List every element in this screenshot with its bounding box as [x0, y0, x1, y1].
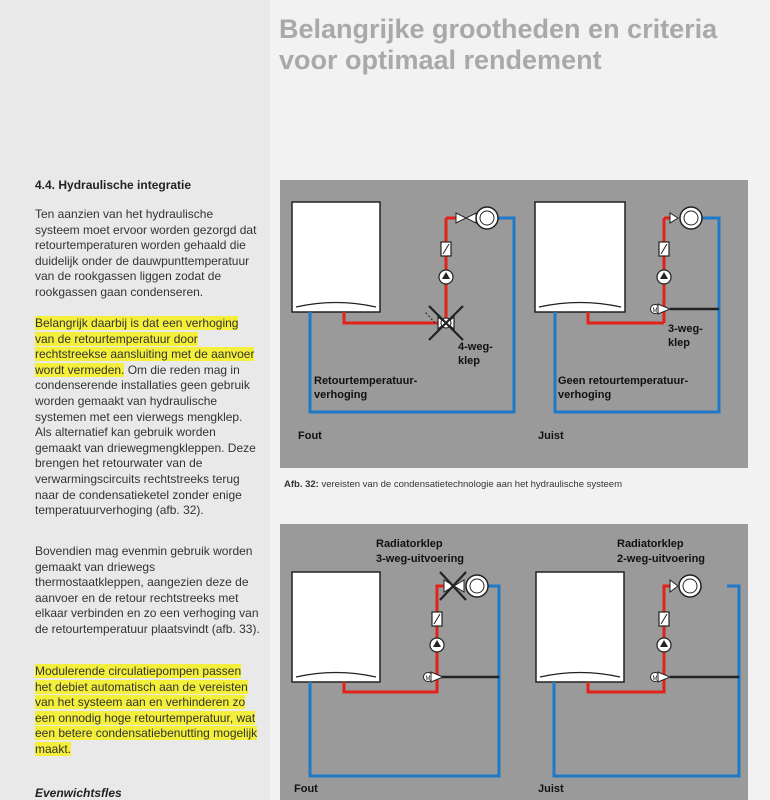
radiator-icon-right-33 — [679, 575, 701, 597]
supply-pipe-left — [344, 312, 446, 323]
left-title-33 — [376, 538, 464, 565]
svg-text:M: M — [652, 308, 658, 314]
left-system-label-line2: verhoging — [314, 389, 368, 401]
right-title-33-line2: 2-weg-uitvoering — [617, 553, 706, 565]
paragraph-2-rest: Om die reden mag in condenserende installaties geen gebruik worden gemaakt van hydraulische systemen met een vierwegs mengklep. Als alternatief kan gebruik worden gemaakt van driewegmengkleppen. Deze brengen het retourwater van de verwarmingscircuits rechtstreeks terug naar de condensatieketel zonder enige temperatuurverhoging (afb. 32). — [35, 362, 256, 518]
verdict-juist-33: Juist — [538, 783, 564, 795]
left-system-label — [314, 375, 420, 401]
paragraph-2 — [35, 316, 260, 519]
two-way-radiator-valve-icon — [670, 580, 678, 592]
left-valve-label — [458, 341, 496, 367]
boiler-left-33 — [292, 572, 380, 682]
left-system — [292, 202, 514, 442]
boiler-left — [292, 202, 380, 312]
left-title-33-line1: Radiatorklep — [376, 538, 443, 550]
figure-32-panel — [280, 180, 748, 468]
left-valve-label-line1: 4-weg- — [458, 341, 493, 353]
right-system-label — [558, 375, 691, 401]
boiler-right-33 — [536, 572, 624, 682]
right-system-label-line2: verhoging — [558, 389, 612, 401]
svg-text:M: M — [425, 676, 431, 682]
radiator-icon-left-33 — [466, 575, 488, 597]
caption-text: vereisten van de condensatietechnologie aan het hydraulische systeem — [318, 479, 622, 490]
next-heading: Evenwichtsfles — [35, 786, 122, 800]
right-valve-label — [668, 323, 706, 349]
svg-text:M: M — [652, 676, 658, 682]
caption-label: Afb. 32: — [284, 479, 319, 490]
paragraph-1: Ten aanzien van het hydraulische systeem moet ervoor worden gezorgd dat retourtemperaturen worden gehaald die duidelijk onder de dauwpunttemperatuur van de rookgassen liggen zodat de rookgassen gaan condenseren. — [35, 207, 257, 299]
figure-32-caption — [284, 479, 622, 490]
verdict-juist-32: Juist — [538, 430, 564, 442]
left-system-label-line1: Retourtemperatuur- — [314, 375, 418, 387]
radiator-icon-right — [680, 207, 702, 229]
highlight-1: Belangrijk daarbij is dat een verhoging van de retourtemperatuur door rechtstreekse aansluiting met de aanvoer wordt vermeden. — [35, 316, 255, 377]
three-way-radiator-valve-icon — [440, 572, 466, 600]
left-system-33 — [292, 538, 499, 795]
right-valve-label-line2: klep — [668, 337, 691, 349]
figure-32-diagram — [280, 180, 748, 468]
right-system — [535, 202, 719, 442]
radiator-icon-left — [476, 207, 498, 229]
verdict-fout-32: Fout — [298, 430, 322, 442]
paragraph-4 — [35, 664, 260, 758]
left-title-33-line2: 3-weg-uitvoering — [376, 553, 465, 565]
right-title-33 — [617, 538, 705, 565]
right-system-33 — [536, 538, 739, 795]
three-way-valve-icon — [651, 304, 671, 314]
boiler-right — [535, 202, 625, 312]
highlight-2: Modulerende circulatiepompen passen het debiet automatisch aan de vereisten van het systeem aan en verhinderen zo een onnodig hoge retourtemperatuur, wat een betere condensatiebenutting mogelijk maakt. — [35, 664, 258, 756]
right-title-33-line1: Radiatorklep — [617, 538, 684, 550]
left-valve-label-line2: klep — [458, 355, 481, 367]
figure-33-panel — [280, 524, 748, 800]
right-valve-label-line1: 3-weg- — [668, 323, 703, 335]
section-heading: 4.4. Hydraulische integratie — [35, 178, 192, 192]
right-system-label-line1: Geen retourtemperatuur- — [558, 375, 689, 387]
figure-33-diagram — [280, 524, 748, 800]
page-title: Belangrijke grootheden en criteria voor optimaal rendement — [279, 14, 718, 75]
paragraph-3: Bovendien mag evenmin gebruik worden gemaakt van driewegs thermostaatkleppen, aangezien deze de aanvoer en de retour rechtstreeks met elkaar verbinden en zo een verhoging van de retourtemperatuur plaatsvindt (afb. 33). — [35, 544, 260, 636]
verdict-fout-33: Fout — [294, 783, 318, 795]
